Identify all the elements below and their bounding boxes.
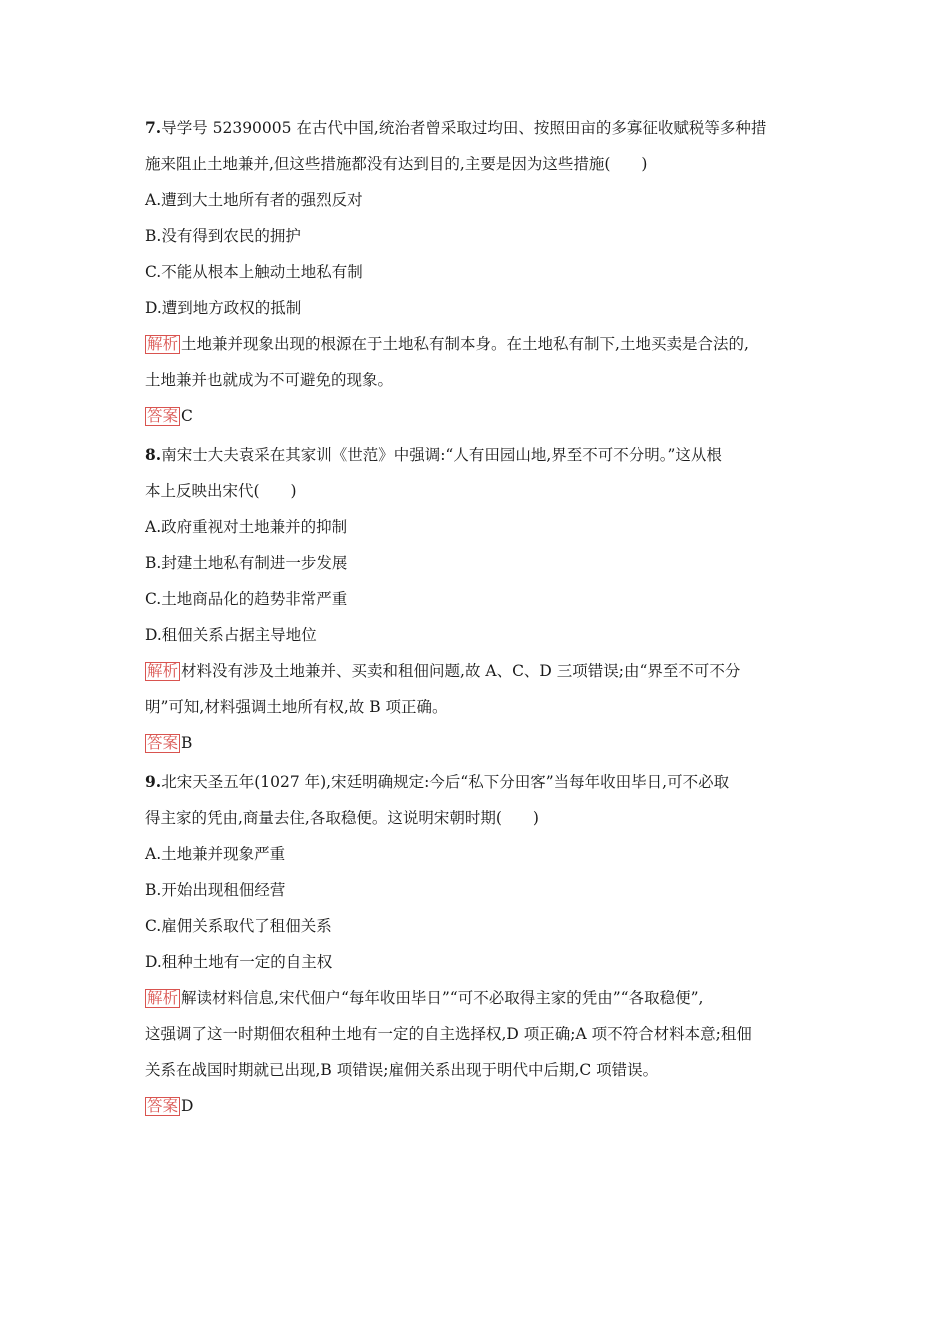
answer-tag: 答案 <box>147 407 179 425</box>
question-stem: 8.南宋士大夫袁采在其家训《世范》中强调:“人有田园山地,界至不可不分明。”这从根 <box>145 445 722 464</box>
explanation-tag: 解析 <box>147 335 179 353</box>
document-page <box>145 118 805 1135</box>
option-a: A.政府重视对土地兼并的抑制 <box>145 518 348 536</box>
answer-tag: 答案 <box>147 1097 179 1115</box>
question-stem-continued: 本上反映出宋代( ) <box>145 482 297 500</box>
option-b: B.开始出现租佃经营 <box>145 881 286 899</box>
answer-value: C <box>181 407 193 425</box>
option-b: B.封建土地私有制进一步发展 <box>145 554 348 572</box>
question-number: 8. <box>145 445 162 464</box>
answer-tag: 答案 <box>147 734 179 752</box>
answer-value: D <box>181 1097 194 1115</box>
explanation-tag: 解析 <box>147 989 179 1007</box>
option-d: D.遭到地方政权的抵制 <box>145 299 302 317</box>
explanation-tag: 解析 <box>147 662 179 680</box>
question-7 <box>145 118 805 426</box>
question-9 <box>145 772 805 1116</box>
question-stem-continued: 得主家的凭由,商量去住,各取稳便。这说明宋朝时期( ) <box>145 809 539 827</box>
question-stem-continued: 施来阻止土地兼并,但这些措施都没有达到目的,主要是因为这些措施( ) <box>145 155 648 173</box>
explanation: 解析 材料没有涉及土地兼并、买卖和租佃问题,故 A、C、D 三项错误;由“界至不可不分 <box>147 662 741 680</box>
option-a: A.土地兼并现象严重 <box>145 845 286 863</box>
explanation-continued: 土地兼并也就成为不可避免的现象。 <box>145 371 394 389</box>
option-c: C.不能从根本上触动土地私有制 <box>145 263 363 281</box>
explanation-continued: 明”可知,材料强调土地所有权,故 B 项正确。 <box>145 698 448 716</box>
explanation-continued: 这强调了这一时期佃农租种土地有一定的自主选择权,D 项正确;A 项不符合材料本意;租佃 <box>145 1025 752 1043</box>
option-c: C.雇佣关系取代了租佃关系 <box>145 917 332 935</box>
option-d: D.租佃关系占据主导地位 <box>145 626 317 644</box>
option-c: C.土地商品化的趋势非常严重 <box>145 590 348 608</box>
question-number: 7. <box>145 118 162 137</box>
explanation-continued: 关系在战国时期就已出现,B 项错误;雇佣关系出现于明代中后期,C 项错误。 <box>145 1061 659 1079</box>
explanation: 解析 土地兼并现象出现的根源在于土地私有制本身。在土地私有制下,土地买卖是合法的, <box>147 335 749 353</box>
question-number: 9. <box>145 772 162 791</box>
answer <box>145 406 805 426</box>
question-stem: 9.北宋天圣五年(1027 年),宋廷明确规定:今后“私下分田客”当每年收田毕日,可不必取 <box>145 772 730 791</box>
option-a: A.遭到大土地所有者的强烈反对 <box>145 191 363 209</box>
question-stem: 7.导学号 52390005 在古代中国,统治者曾采取过均田、按照田亩的多寡征收赋税等多种措 <box>145 118 767 137</box>
option-b: B.没有得到农民的拥护 <box>145 227 301 245</box>
answer <box>145 1096 805 1116</box>
question-8 <box>145 445 805 753</box>
explanation: 解析 解读材料信息,宋代佃户“每年收田毕日”“可不必取得主家的凭由”“各取稳便”, <box>147 989 704 1007</box>
option-d: D.租种土地有一定的自主权 <box>145 953 333 971</box>
answer <box>145 733 805 753</box>
answer-value: B <box>181 734 193 752</box>
